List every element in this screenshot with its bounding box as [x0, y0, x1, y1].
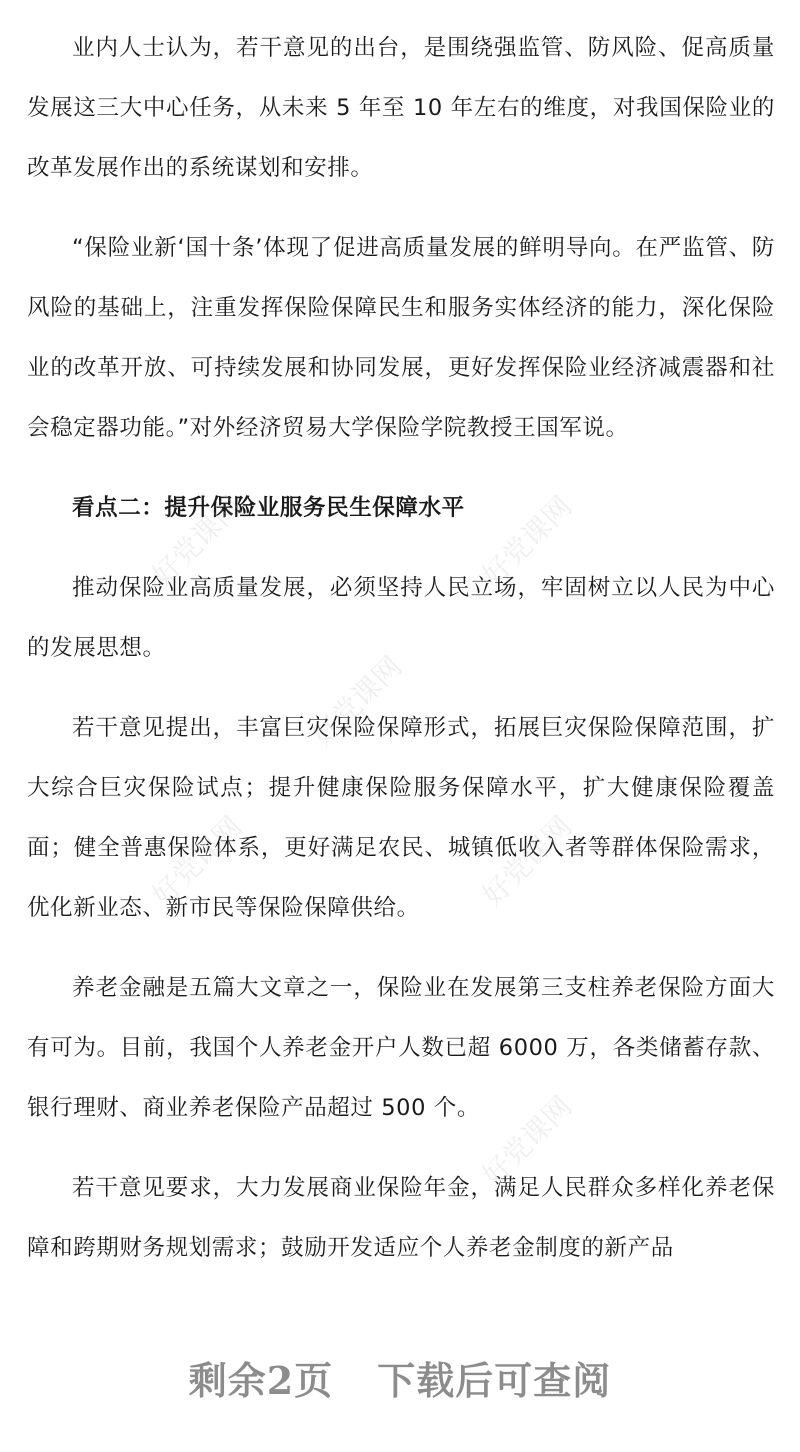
section-heading: 看点二：提升保险业服务民生保障水平 [72, 495, 465, 521]
paragraph: 养老金融是五篇大文章之一，保险业在发展第三支柱养老保险方面大有可为。目前，我国个人养老金开户人数已超 6000 万，各类储蓄存款、银行理财、商业养老保险产品超过 500 个。 [27, 975, 775, 1121]
paragraph: 推动保险业高质量发展，必须坚持人民立场，牢固树立以人民为中心的发展思想。 [27, 575, 775, 661]
article-body [27, 18, 775, 1298]
watermark: 好党课网 [305, 649, 409, 753]
paragraph: “保险业新‘国十条’体现了促进高质量发展的鲜明导向。在严监管、防风险的基础上，注重发挥保险保障民生和服务实体经济的能力，深化保险业的改革开放、可持续发展和协同发展，更好发挥保险业经济减震器和社会稳定器功能。”对外经济贸易大学保险学院教授王国军说。 [27, 235, 775, 441]
download-prompt[interactable] [0, 1350, 800, 1405]
remaining-pages-label: 剩余2页 [188, 1358, 334, 1403]
download-hint-label: 下载后可查阅 [377, 1358, 612, 1403]
paragraph: 若干意见提出，丰富巨灾保险保障形式，拓展巨灾保险保障范围，扩大综合巨灾保险试点；提升健康保险服务保障水平，扩大健康保险覆盖面；健全普惠保险体系，更好满足农民、城镇低收入者等群体保险需求，优化新业态、新市民等保险保障供给。 [27, 715, 775, 921]
paragraph: 业内人士认为，若干意见的出台，是围绕强监管、防风险、促高质量发展这三大中心任务，从未来 5 年至 10 年左右的维度，对我国保险业的改革发展作出的系统谋划和安排。 [27, 35, 775, 181]
watermark: 好党课网 [475, 489, 579, 593]
watermark: 好党课网 [145, 489, 249, 593]
watermark: 好党课网 [145, 809, 249, 913]
watermark: 好党课网 [475, 809, 579, 913]
paragraph: 若干意见要求，大力发展商业保险年金，满足人民群众多样化养老保障和跨期财务规划需求；鼓励开发适应个人养老金制度的新产品 [27, 1175, 775, 1261]
watermark: 好党课网 [475, 1089, 579, 1193]
